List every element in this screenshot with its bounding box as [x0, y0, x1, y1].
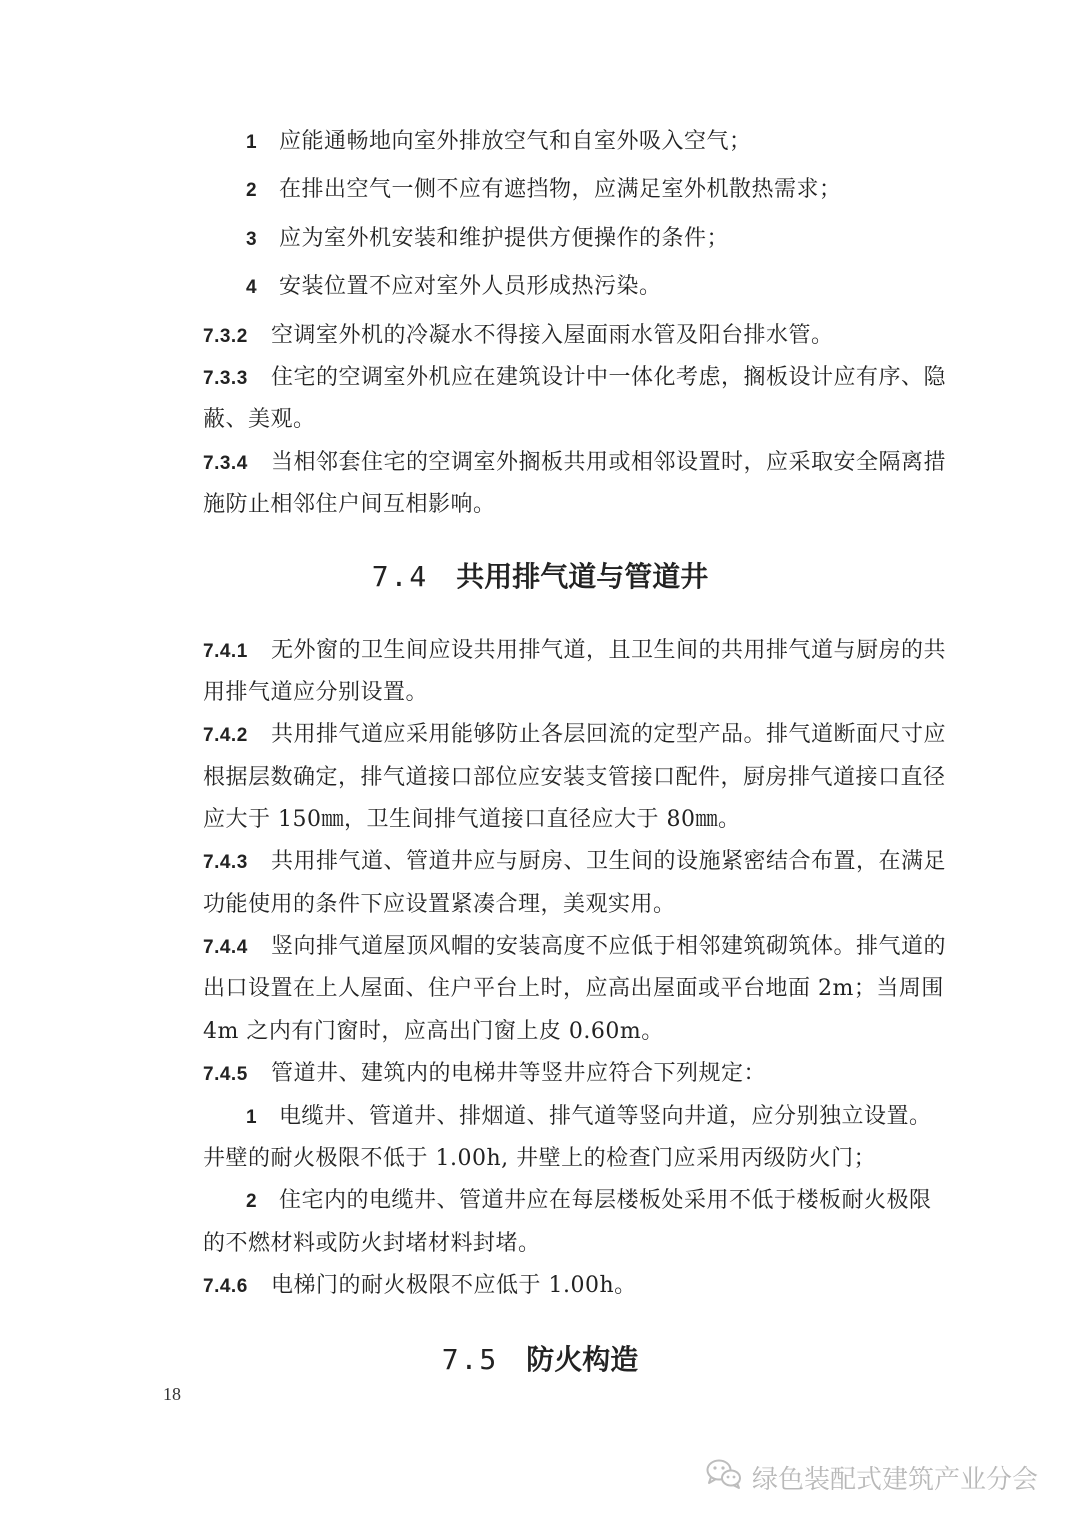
clause-text: 出口设置在上人屋面、住户平台上时，应高出屋面或平台地面 2m；当周围: [203, 976, 944, 1001]
sub-item-continuation: [203, 1229, 541, 1259]
watermark-text: 绿色装配式建筑产业分会: [752, 1465, 1039, 1495]
clause-continuation: [203, 1017, 664, 1047]
section-number: 7.4: [371, 560, 429, 593]
list-item: [246, 175, 842, 206]
clause-text: 空调室外机的冷凝水不得接入屋面雨水管及阳台排水管。: [271, 323, 834, 348]
list-item: [246, 127, 752, 158]
clause-7-4-5: [203, 1059, 766, 1090]
clause-7-4-1: [203, 636, 946, 667]
clause-continuation: [203, 405, 316, 435]
clause-text: 4m 之内有门窗时，应高出门窗上皮 0.60m。: [203, 1019, 664, 1044]
list-item-number: 4: [246, 277, 258, 298]
list-item-number: 3: [246, 229, 258, 250]
clause-7-3-2: [203, 321, 834, 352]
clause-number: 7.4.1: [203, 641, 248, 662]
clause-continuation: [203, 763, 946, 793]
page-number: 18: [163, 1384, 181, 1404]
clause-7-4-6: [203, 1271, 637, 1302]
sub-item-continuation: [203, 1144, 876, 1174]
clause-number: 7.3.4: [203, 453, 248, 474]
clause-7-3-4: [203, 448, 946, 479]
clause-text: 用排气道应分别设置。: [203, 680, 429, 705]
clause-text: 蔽、美观。: [203, 407, 316, 432]
clause-text: 共用排气道应采用能够防止各层回流的定型产品。排气道断面尺寸应: [271, 722, 947, 747]
clause-continuation: [203, 890, 676, 920]
clause-number: 7.4.2: [203, 725, 248, 746]
clause-text: 无外窗的卫生间应设共用排气道，且卫生间的共用排气道与厨房的共: [271, 638, 947, 663]
list-item-text: 应为室外机安装和维护提供方便操作的条件；: [279, 226, 730, 251]
clause-7-4-2: [203, 720, 946, 751]
sub-item-text: 井壁的耐火极限不低于 1.00h, 井壁上的检查门应采用丙级防火门；: [203, 1146, 877, 1171]
sub-item-text: 电缆井、管道井、排烟道、排气道等竖向井道，应分别独立设置。: [279, 1104, 932, 1129]
clause-number: 7.4.4: [203, 937, 248, 958]
clause-text: 应大于 150㎜，卫生间排气道接口直径应大于 80㎜。: [203, 807, 741, 832]
list-item-number: 1: [246, 132, 258, 153]
clause-7-4-4: [203, 932, 946, 963]
watermark: [706, 1458, 1038, 1497]
clause-7-3-3: [203, 363, 946, 394]
clause-text: 功能使用的条件下应设置紧凑合理，美观实用。: [203, 892, 676, 917]
wechat-icon: [706, 1458, 742, 1497]
clause-continuation: [203, 490, 496, 520]
list-item-number: 2: [246, 180, 258, 201]
sub-item: [246, 1102, 932, 1133]
clause-continuation: [203, 805, 740, 835]
clause-text: 竖向排气道屋顶风帽的安装高度不应低于相邻建筑砌筑体。排气道的: [271, 934, 947, 959]
clause-text: 根据层数确定，排气道接口部位应安装支管接口配件，厨房排气道接口直径: [203, 765, 946, 790]
sub-item-text: 住宅内的电缆井、管道井应在每层楼板处采用不低于楼板耐火极限: [279, 1188, 932, 1213]
sub-item: [246, 1186, 932, 1217]
section-number: 7.5: [441, 1343, 499, 1376]
list-item: [246, 224, 729, 255]
clause-7-4-3: [203, 847, 946, 878]
section-heading-7-5: [0, 1340, 1080, 1380]
clause-number: 7.3.3: [203, 368, 248, 389]
list-item-text: 在排出空气一侧不应有遮挡物，应满足室外机散热需求；: [279, 177, 842, 202]
clause-continuation: [203, 974, 944, 1004]
clause-text: 管道井、建筑内的电梯井等竖井应符合下列规定：: [271, 1061, 767, 1086]
section-title: 共用排气道与管道井: [456, 560, 709, 593]
clause-number: 7.4.6: [203, 1276, 248, 1297]
clause-number: 7.4.5: [203, 1064, 248, 1085]
clause-number: 7.3.2: [203, 326, 248, 347]
section-title: 防火构造: [526, 1343, 639, 1376]
clause-text: 施防止相邻住户间互相影响。: [203, 492, 496, 517]
clause-text: 电梯门的耐火极限不应低于 1.00h。: [271, 1273, 637, 1298]
sub-item-number: 1: [246, 1107, 258, 1128]
sub-item-number: 2: [246, 1191, 258, 1212]
clause-continuation: [203, 678, 428, 708]
section-heading-7-4: [0, 557, 1080, 597]
clause-text: 住宅的空调室外机应在建筑设计中一体化考虑，搁板设计应有序、隐: [271, 365, 947, 390]
list-item-text: 应能通畅地向室外排放空气和自室外吸入空气；: [279, 129, 752, 154]
clause-number: 7.4.3: [203, 852, 248, 873]
sub-item-text: 的不燃材料或防火封堵材料封堵。: [203, 1231, 541, 1256]
clause-text: 当相邻套住宅的空调室外搁板共用或相邻设置时，应采取安全隔离措: [271, 450, 947, 475]
list-item-text: 安装位置不应对室外人员形成热污染。: [279, 274, 662, 299]
list-item: [246, 272, 662, 303]
clause-text: 共用排气道、管道井应与厨房、卫生间的设施紧密结合布置，在满足: [271, 849, 947, 874]
